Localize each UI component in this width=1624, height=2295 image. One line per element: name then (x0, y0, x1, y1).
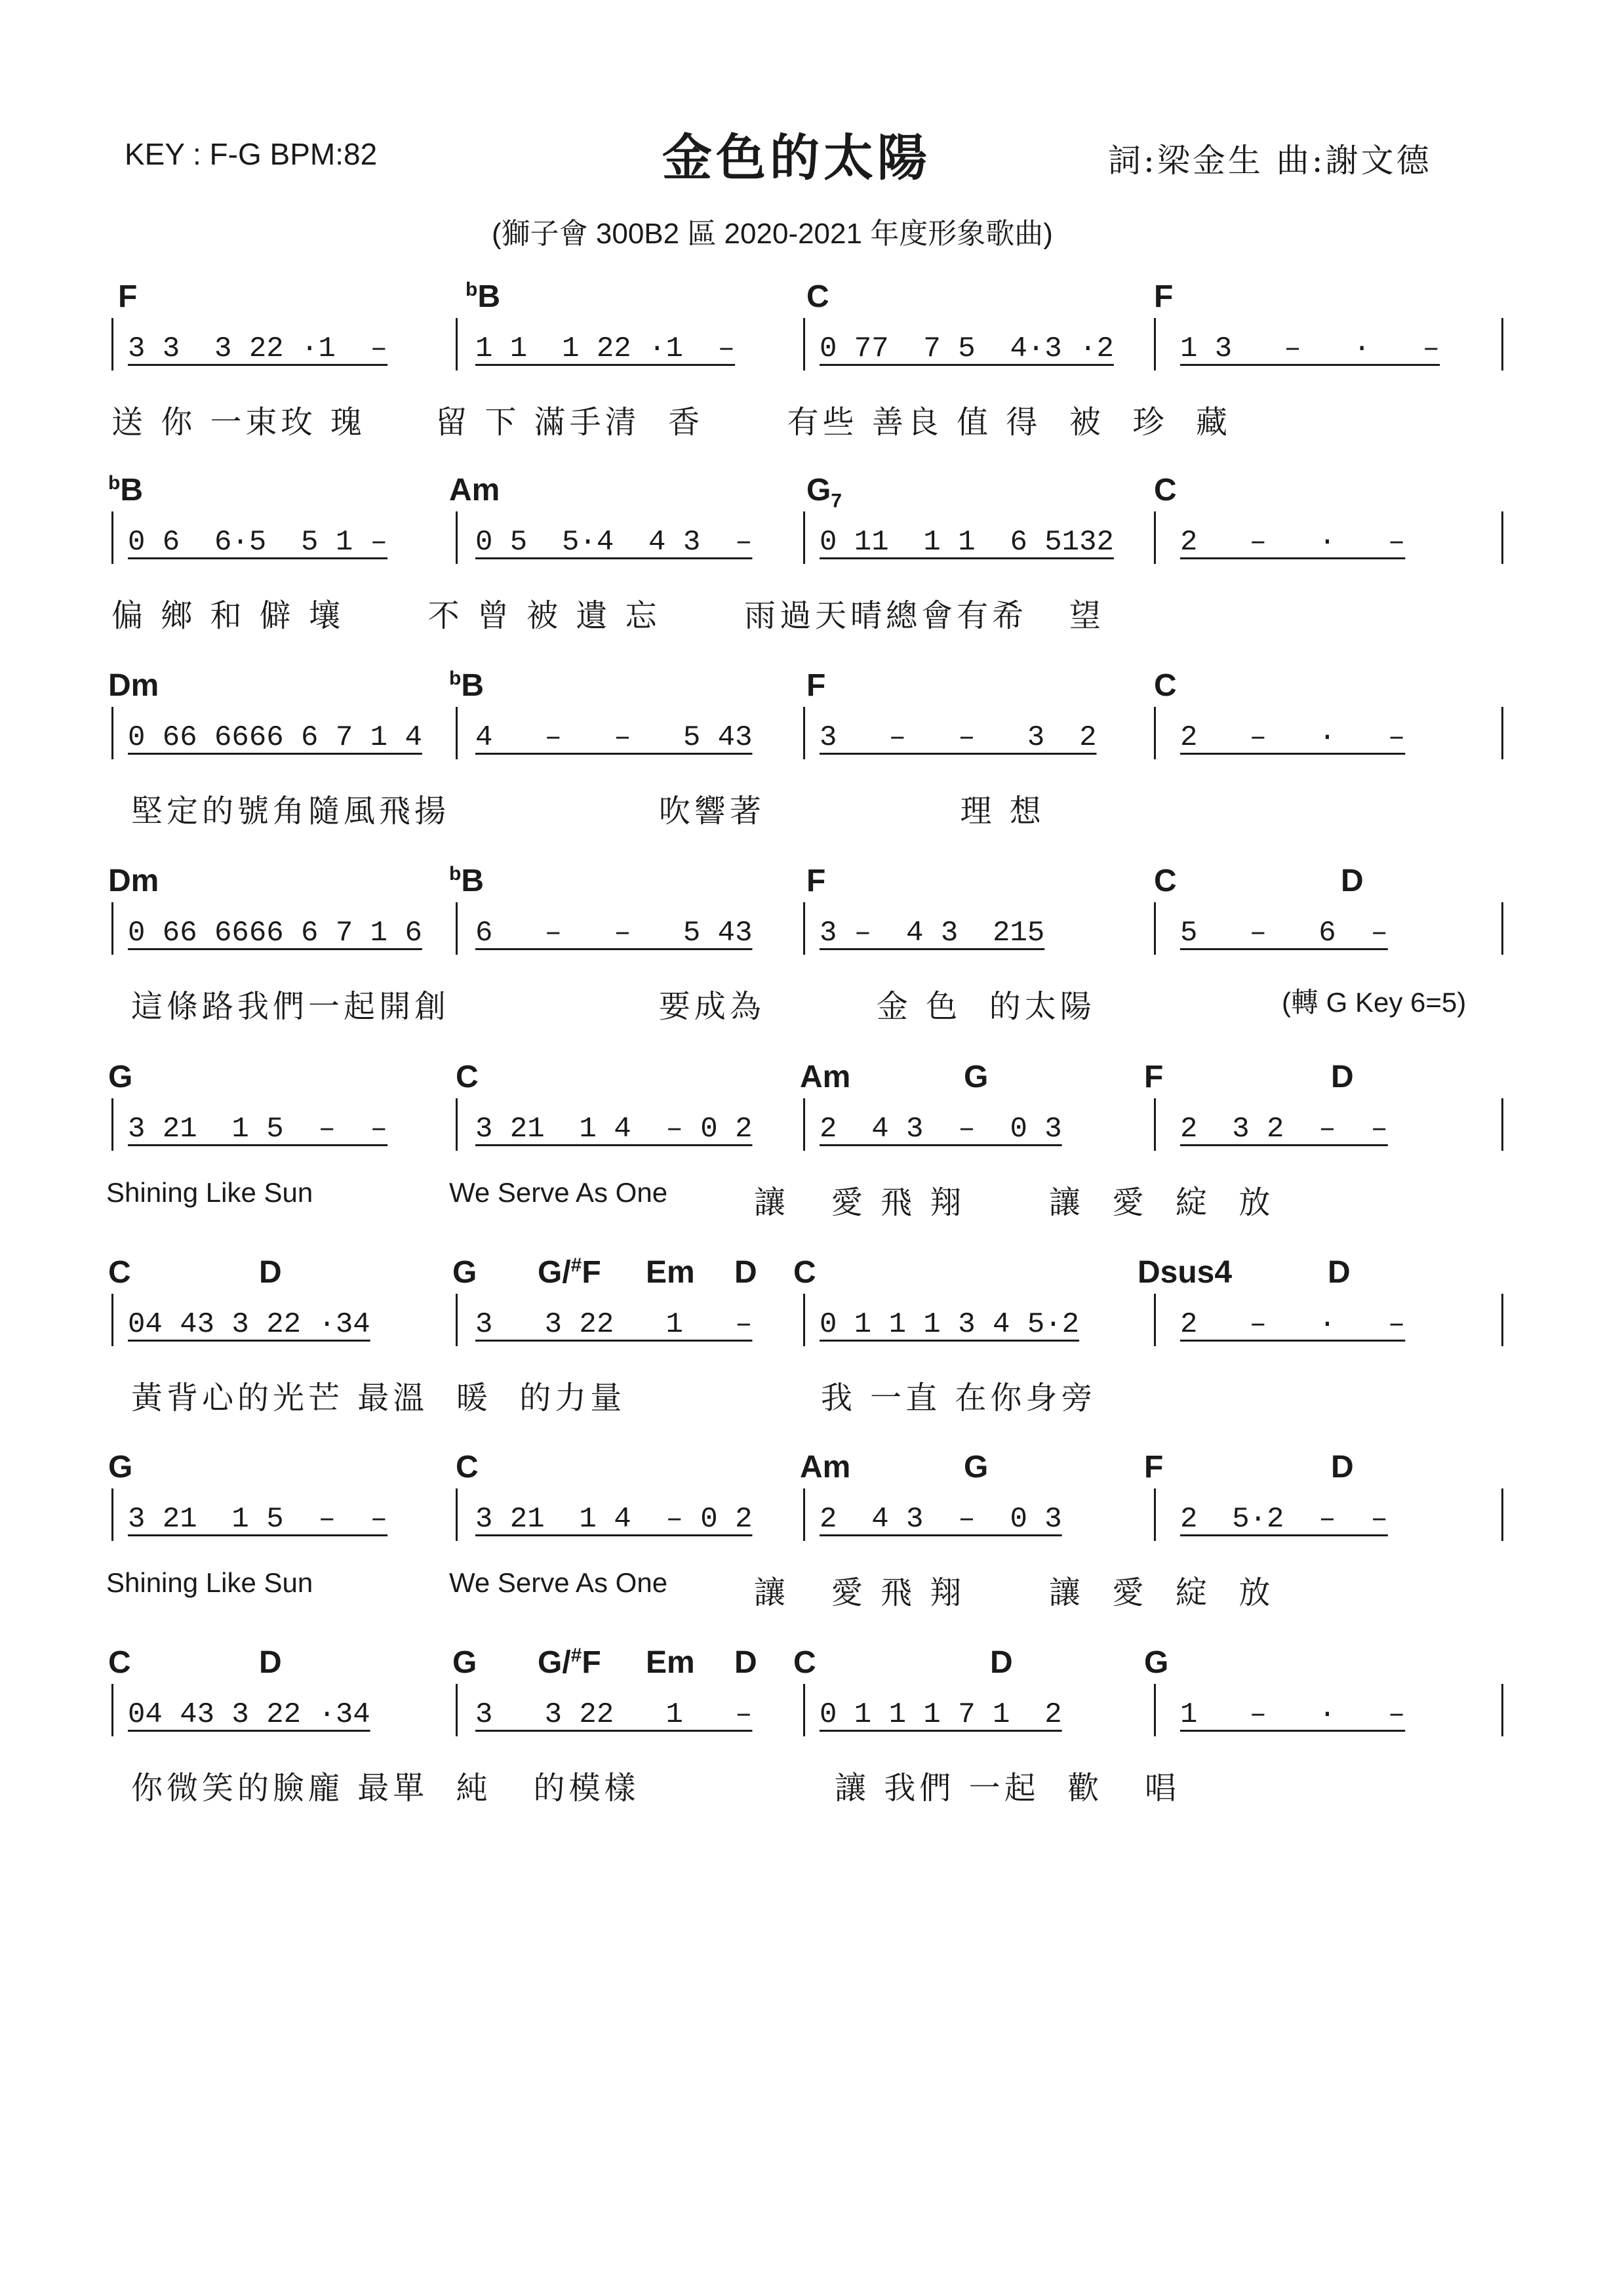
bar-line (1154, 1098, 1156, 1151)
measure-notes: 0 11 1 1 6 5132 (820, 526, 1114, 559)
bar-line (803, 318, 805, 370)
chord-symbol: G (964, 1450, 989, 1485)
bar-line (803, 1488, 805, 1541)
credits: 詞:梁金生 曲:謝文德 (1108, 142, 1432, 180)
measure-notes: 0 6 6·5 5 1 – (128, 526, 388, 559)
measure-notes: 0 1 1 1 7 1 2 (820, 1698, 1062, 1731)
system-4 (0, 863, 1624, 1060)
system-1 (0, 279, 1624, 475)
chord-symbol: G (1144, 1645, 1169, 1680)
bar-line (111, 1684, 113, 1736)
lyric-english: Shining Like Sun (106, 1567, 313, 1598)
measure-notes: 1 – · – (1180, 1698, 1406, 1731)
chord-symbol: $^b$B (108, 472, 143, 508)
bar-line (1501, 318, 1503, 370)
chord-symbol: F (118, 279, 138, 314)
system-3 (0, 668, 1624, 864)
bar-line (803, 1684, 805, 1736)
bar-line (803, 707, 805, 759)
chord-symbol: G (108, 1450, 133, 1485)
chord-symbol: Am (449, 473, 500, 508)
system-2 (0, 472, 1624, 669)
bar-line (111, 511, 113, 564)
chord-symbol: Am (800, 1060, 851, 1094)
chord-symbol: C (1154, 864, 1177, 898)
key-bpm: KEY : F-G BPM:82 (125, 137, 378, 171)
lyric-line: 送 你 一束玫 瑰 留 下 滿手清 香 有些 善良 值 得 被 珍 藏 (111, 404, 1231, 441)
bar-line (1501, 511, 1503, 564)
measure-notes: 2 – · – (1180, 526, 1406, 559)
lyric-line: 讓 愛 飛 翔 讓 愛 綻 放 (754, 1574, 1275, 1611)
measure-notes: 04 43 3 22 ·34 (128, 1308, 370, 1341)
measure-notes: 3 21 1 5 – – (128, 1503, 388, 1536)
bar-line (803, 1294, 805, 1346)
bar-line (1501, 1294, 1503, 1346)
bar-line (1501, 707, 1503, 759)
chord-symbol: F (806, 864, 826, 898)
bar-line (456, 1098, 458, 1151)
chord-symbol: D (734, 1255, 757, 1290)
chord-symbol: D (259, 1645, 282, 1680)
chord-symbol: F (1154, 279, 1174, 314)
lyric-english: Shining Like Sun (106, 1177, 313, 1208)
bar-line (803, 1098, 805, 1151)
bar-line (111, 1098, 113, 1151)
measure-notes: 4 – – 5 43 (475, 721, 753, 754)
chord-symbol: Em (646, 1645, 695, 1680)
chord-symbol: G (108, 1060, 133, 1094)
measure-notes: 0 1 1 1 3 4 5·2 (820, 1308, 1080, 1341)
chord-symbol: D (734, 1645, 757, 1680)
chord-symbol: Am (800, 1450, 851, 1485)
bar-line (1501, 1684, 1503, 1736)
bar-line (456, 511, 458, 564)
bar-line (1154, 511, 1156, 564)
measure-notes: 0 77 7 5 4·3 ·2 (820, 332, 1114, 365)
bar-line (1154, 707, 1156, 759)
chord-symbol: $^b$B (465, 279, 500, 314)
measure-notes: 3 3 22 1 – (475, 1308, 753, 1341)
chord-symbol: F (1144, 1450, 1164, 1485)
chord-symbol: C (456, 1450, 479, 1485)
lyric-line: 讓 愛 飛 翔 讓 愛 綻 放 (754, 1184, 1275, 1221)
lyric-line: 堅定的號角隨風飛揚 吹響著 理 想 (131, 793, 1045, 829)
chord-symbol: $^b$B (449, 668, 484, 703)
chord-symbol: D (990, 1645, 1013, 1680)
chord-symbol: C (793, 1255, 816, 1290)
measure-notes: 2 5·2 – – (1180, 1503, 1388, 1536)
bar-line (1501, 1098, 1503, 1151)
lyric-line: 偏 鄉 和 僻 壤 不 曾 被 遺 忘 雨過天晴總會有希 望 (111, 597, 1105, 634)
bar-line (111, 1294, 113, 1346)
measure-notes: 2 – · – (1180, 721, 1406, 754)
chord-symbol: C (108, 1255, 131, 1290)
lyric-english: We Serve As One (449, 1567, 668, 1598)
chord-symbol: $G_7$ (806, 473, 842, 512)
bar-line (456, 707, 458, 759)
chord-symbol: Dm (108, 864, 159, 898)
measure-notes: 3 – – 3 2 (820, 721, 1097, 754)
measure-notes: 2 4 3 – 0 3 (820, 1113, 1062, 1146)
bar-line (803, 511, 805, 564)
chord-symbol: Em (646, 1255, 695, 1290)
key-change-note: (轉 G Key 6=5) (1282, 987, 1467, 1018)
bar-line (1501, 902, 1503, 955)
measure-notes: 3 21 1 5 – – (128, 1113, 388, 1146)
measure-notes: 2 – · – (1180, 1308, 1406, 1341)
measure-notes: 3 – 4 3 215 (820, 917, 1045, 949)
measure-notes: 3 21 1 4 – 0 2 (475, 1113, 753, 1146)
bar-line (456, 1488, 458, 1541)
chord-symbol: C (806, 279, 829, 314)
chord-symbol: Dsus4 (1138, 1255, 1233, 1290)
chord-symbol: C (108, 1645, 131, 1680)
chord-symbol: D (1341, 864, 1364, 898)
system-5 (0, 1059, 1624, 1256)
bar-line (1154, 1488, 1156, 1541)
chord-symbol: $^b$B (449, 863, 484, 898)
bar-line (1501, 1488, 1503, 1541)
chord-symbol: Dm (108, 668, 159, 703)
chord-symbol: C (1154, 473, 1177, 508)
lyric-line: 這條路我們一起開創 要成為 金 色 的太陽 (131, 988, 1096, 1025)
bar-line (456, 318, 458, 370)
chord-symbol: G/#F (538, 1254, 601, 1290)
chord-symbol: D (1331, 1450, 1354, 1485)
system-7 (0, 1449, 1624, 1646)
lyric-line: 黃背心的光芒 最溫 暖 的力量 我 一直 在你身旁 (131, 1380, 1097, 1416)
measure-notes: 0 66 6666 6 7 1 4 (128, 721, 422, 754)
bar-line (456, 1684, 458, 1736)
chord-symbol: C (1154, 668, 1177, 703)
chord-symbol: C (793, 1645, 816, 1680)
bar-line (111, 1488, 113, 1541)
bar-line (1154, 1684, 1156, 1736)
chord-symbol: C (456, 1060, 479, 1094)
bar-line (111, 318, 113, 370)
chord-symbol: F (806, 668, 826, 703)
bar-line (1154, 1294, 1156, 1346)
lyric-english: We Serve As One (449, 1177, 668, 1208)
system-8 (0, 1645, 1624, 1841)
measure-notes: 3 3 3 22 ·1 – (128, 332, 388, 365)
song-title: 金色的太陽 (662, 129, 931, 187)
bar-line (1154, 318, 1156, 370)
measure-notes: 2 4 3 – 0 3 (820, 1503, 1062, 1536)
bar-line (803, 902, 805, 955)
lyric-line: 你微笑的臉龐 最單 純 的模樣 讓 我們 一起 歡 唱 (131, 1770, 1180, 1806)
bar-line (1154, 902, 1156, 955)
system-6 (0, 1254, 1624, 1451)
bar-line (456, 1294, 458, 1346)
subtitle: (獅子會 300B2 區 2020-2021 年度形象歌曲) (492, 218, 1053, 250)
bar-line (111, 902, 113, 955)
chord-symbol: D (1331, 1060, 1354, 1094)
measure-notes: 2 3 2 – – (1180, 1113, 1388, 1146)
chord-symbol: D (1328, 1255, 1351, 1290)
measure-notes: 0 5 5·4 4 3 – (475, 526, 753, 559)
measure-notes: 1 3 – · – (1180, 332, 1440, 365)
measure-notes: 0 66 6666 6 7 1 6 (128, 917, 422, 949)
chord-symbol: G (452, 1645, 477, 1680)
chord-symbol: G/#F (538, 1645, 601, 1680)
chord-symbol: D (259, 1255, 282, 1290)
chord-symbol: G (964, 1060, 989, 1094)
chord-symbol: G (452, 1255, 477, 1290)
measure-notes: 3 21 1 4 – 0 2 (475, 1503, 753, 1536)
bar-line (111, 707, 113, 759)
measure-notes: 04 43 3 22 ·34 (128, 1698, 370, 1731)
measure-notes: 1 1 1 22 ·1 – (475, 332, 736, 365)
chord-symbol: F (1144, 1060, 1164, 1094)
measure-notes: 3 3 22 1 – (475, 1698, 753, 1731)
measure-notes: 6 – – 5 43 (475, 917, 753, 949)
measure-notes: 5 – 6 – (1180, 917, 1388, 949)
bar-line (456, 902, 458, 955)
